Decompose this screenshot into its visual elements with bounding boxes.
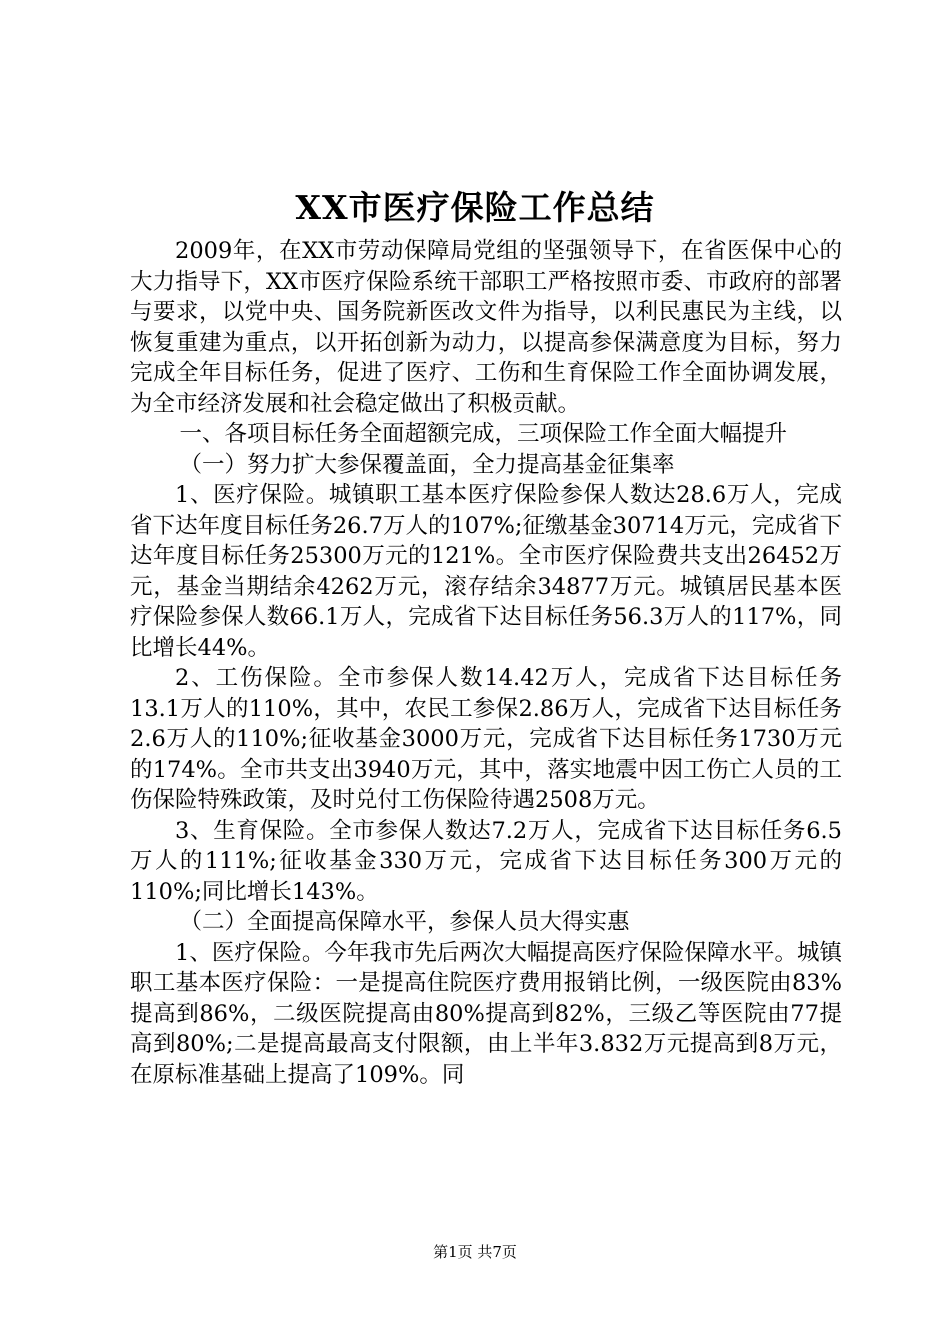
section-heading-1: 一、各项目标任务全面超额完成，三项保险工作全面大幅提升 (179, 421, 788, 447)
medical-insurance-paragraph: 1、医疗保险。城镇职工基本医疗保险参保人数达28.6万人，完成省下达年度目标任务26.7万人的107%;征缴基金30714万元，完成省下达年度目标任务25300万元的121%。全市医疗保险费共支出26452万元，基金当期结余4262万元，滚存结余34877万元。城镇居民基本医疗保险参保人数66.1万人，完成省下达目标任务56.3万人的117%，同比增长44%。 (130, 482, 842, 661)
page-footer: 第1页 共7页 (433, 1243, 517, 1261)
subsection-heading-2: （二）全面提高保障水平，参保人员大得实惠 (179, 909, 630, 935)
medical-insurance-benefits-paragraph: 1、医疗保险。今年我市先后两次大幅提高医疗保险保障水平。城镇职工基本医疗保险：一是提高住院医疗费用报销比例，一级医院由83%提高到86%，二级医院提高由80%提高到82%，三级乙等医院由77提高到80%;二是提高最高支付限额，由上半年3.832万元提高到8万元，在原标准基础上提高了109%。同 (130, 939, 842, 1088)
document-body (130, 236, 842, 1090)
intro-paragraph: 2009年，在XX市劳动保障局党组的坚强领导下，在省医保中心的大力指导下，XX市医疗保险系统干部职工严格按照市委、市政府的部署与要求，以党中央、国务院新医改文件为指导，以利民惠民为主线，以恢复重建为重点，以开拓创新为动力，以提高参保满意度为目标，努力完成全年目标任务，促进了医疗、工伤和生育保险工作全面协调发展，为全市经济发展和社会稳定做出了积极贡献。 (130, 238, 842, 417)
maternity-insurance-paragraph: 3、生育保险。全市参保人数达7.2万人，完成省下达目标任务6.5万人的111%;征收基金330万元，完成省下达目标任务300万元的110%;同比增长143%。 (130, 817, 842, 905)
subsection-heading-1: （一）努力扩大参保覆盖面，全力提高基金征集率 (179, 451, 675, 478)
document-title: XX市医疗保险工作总结 (295, 188, 655, 227)
work-injury-insurance-paragraph: 2、工伤保险。全市参保人数14.42万人，完成省下达目标任务13.1万人的110%，其中，农民工参保2.86万人，完成省下达目标任务2.6万人的110%;征收基金3000万元，完成省下达目标任务1730万元的174%。全市共支出3940万元，其中，落实地震中因工伤亡人员的工伤保险特殊政策，及时兑付工伤保险待遇2508万元。 (130, 665, 842, 813)
